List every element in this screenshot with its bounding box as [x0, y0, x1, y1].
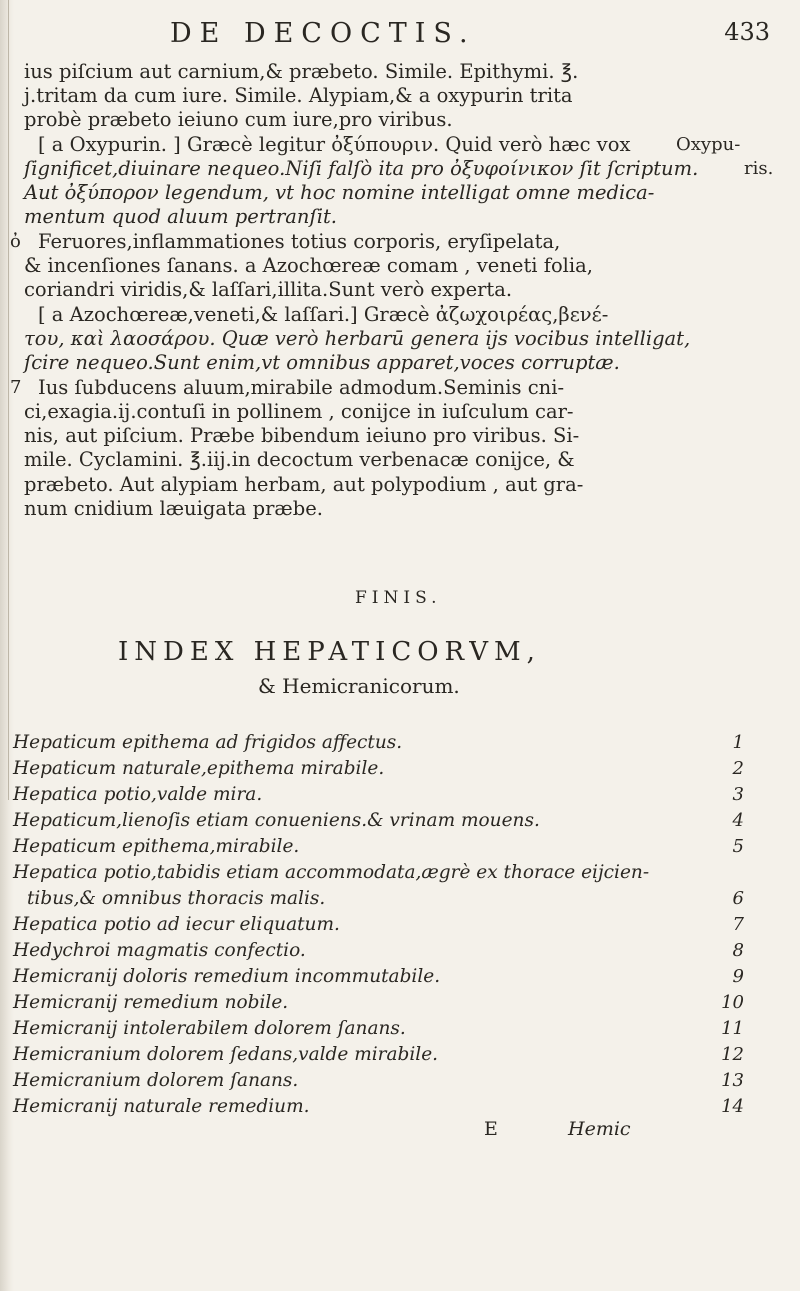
finis-mark: FINIS. — [355, 588, 442, 608]
text-line: præbeto. Aut alypiam herbam, aut polypodium , aut gra- — [24, 473, 584, 496]
index-entry — [0, 990, 800, 1016]
index-entry-number: 13 — [721, 1070, 744, 1091]
text-line: [ a Azochœreæ,veneti,& laſſari.] Græcè ἀζωχοιρέας,βενέ- — [38, 303, 609, 326]
index-entry-number: 10 — [721, 992, 744, 1013]
index-entry-text: Hemicranium dolorem ſedans,valde mirabile. — [13, 1044, 439, 1065]
page-header — [0, 18, 800, 50]
index-entry-number: 1 — [732, 732, 744, 753]
text-line: ius piſcium aut carnium,& præbeto. Simile. Epithymi. ℥. — [24, 60, 579, 83]
index-entry — [0, 808, 800, 834]
index-entry-number: 14 — [721, 1096, 744, 1117]
index-entry — [0, 730, 800, 756]
index-entry-text: tibus,& omnibus thoracis malis. — [27, 888, 326, 909]
text-line: probè præbeto ieiuno cum iure,pro viribus. — [24, 108, 453, 131]
text-line: Feruores,inflammationes totius corporis, eryſipelata, — [38, 230, 561, 253]
index-entry-number: 8 — [732, 940, 744, 961]
text-line: Aut ὀξύπορον legendum, vt hoc nomine intelligat omne medica- — [24, 181, 655, 204]
index-entry-continuation — [0, 886, 800, 912]
text-line: mile. Cyclamini. ℥.iij.in decoctum verbenacæ conijce, & — [24, 448, 575, 471]
index-entry-text: Hepaticum epithema,mirabile. — [13, 836, 300, 857]
text-line: coriandri viridis,& laſſari,illita.Sunt verò experta. — [24, 278, 513, 301]
index-entry — [0, 1016, 800, 1042]
index-entry — [0, 834, 800, 860]
index-entry — [0, 938, 800, 964]
index-entry — [0, 964, 800, 990]
running-head: DE DECOCTIS. — [170, 18, 476, 49]
catchword: Hemic — [568, 1118, 631, 1140]
margin-note: ὀ — [10, 231, 21, 252]
signature-mark: E — [484, 1118, 498, 1140]
index-entry-text: Hepaticum,lienoſis etiam conueniens.& vrinam mouens. — [13, 810, 540, 831]
margin-note: Oxypu- — [676, 134, 741, 155]
index-entry-number: 4 — [732, 810, 744, 831]
index-entry-number: 11 — [721, 1018, 744, 1039]
index-entry — [0, 912, 800, 938]
index-title: INDEX HEPATICORVM, — [118, 637, 541, 667]
text-line: ſignificet,diuinare nequeo.Niſi falſò ita pro ὀξυφοίνικον ſit ſcriptum. — [24, 157, 699, 180]
index-entry — [0, 782, 800, 808]
index-entry-text: Hepatica potio ad iecur eliquatum. — [13, 914, 340, 935]
index-entry-number: 3 — [732, 784, 744, 805]
index-entry-text: Hemicranium dolorem ſanans. — [13, 1070, 299, 1091]
margin-note: ris. — [744, 158, 774, 179]
index-entry-text: Hepaticum epithema ad frigidos affectus. — [13, 732, 403, 753]
gutter-rule — [8, 0, 9, 800]
text-line: του, καὶ λαοσάρου. Quæ verò herbarū genera ijs vocibus intelligat, — [24, 327, 691, 350]
text-line: mentum quod aluum pertranſit. — [24, 205, 337, 228]
index-subtitle: & Hemicranicorum. — [258, 674, 460, 698]
index-entry-number: 12 — [721, 1044, 744, 1065]
index-entry-number: 5 — [732, 836, 744, 857]
index-entry-text: Hemicranij doloris remedium incommutabile. — [13, 966, 441, 987]
index-entry — [0, 1068, 800, 1094]
page-number: 433 — [724, 18, 770, 46]
text-line: ci,exagia.ij.contuſi in pollinem , conijce in iuſculum car- — [24, 400, 574, 423]
text-line: num cnidium læuigata præbe. — [24, 497, 323, 520]
margin-note: 7 — [10, 377, 22, 398]
text-line: & incenſiones ſanans. a Azochœreæ comam , veneti folia, — [24, 254, 593, 277]
index-entry-number: 2 — [732, 758, 744, 779]
index-entry-number: 7 — [732, 914, 744, 935]
index-entry-text: Hemicranij naturale remedium. — [13, 1096, 310, 1117]
index-entry-text: Hepatica potio,valde mira. — [13, 784, 263, 805]
text-line: j.tritam da cum iure. Simile. Alypiam,& a oxypurin trita — [24, 84, 573, 107]
index-entry-number: 6 — [732, 888, 744, 909]
index-entry — [0, 1094, 800, 1120]
index-entry-number: 9 — [732, 966, 744, 987]
index-entry-text: Hepatica potio,tabidis etiam accommodata,ægrè ex thorace eijcien- — [13, 862, 650, 883]
text-line: Ius ſubducens aluum,mirabile admodum.Seminis cni- — [38, 376, 565, 399]
text-line: [ a Oxypurin. ] Græcè legitur ὀξύπουριν. Quid verò hæc vox — [38, 133, 631, 156]
index-entry-text: Hemicranij remedium nobile. — [13, 992, 289, 1013]
index-entry — [0, 1042, 800, 1068]
index-entry-text: Hepaticum naturale,epithema mirabile. — [13, 758, 385, 779]
index-entry-text: Hemicranij intolerabilem dolorem ſanans. — [13, 1018, 406, 1039]
index-entry — [0, 756, 800, 782]
index-entry — [0, 860, 800, 886]
index-entry-text: Hedychroi magmatis confectio. — [13, 940, 306, 961]
text-line: nis, aut piſcium. Præbe bibendum ieiuno pro viribus. Si- — [24, 424, 580, 447]
text-line: ſcire nequeo.Sunt enim,vt omnibus apparet,voces corruptæ. — [24, 351, 620, 374]
